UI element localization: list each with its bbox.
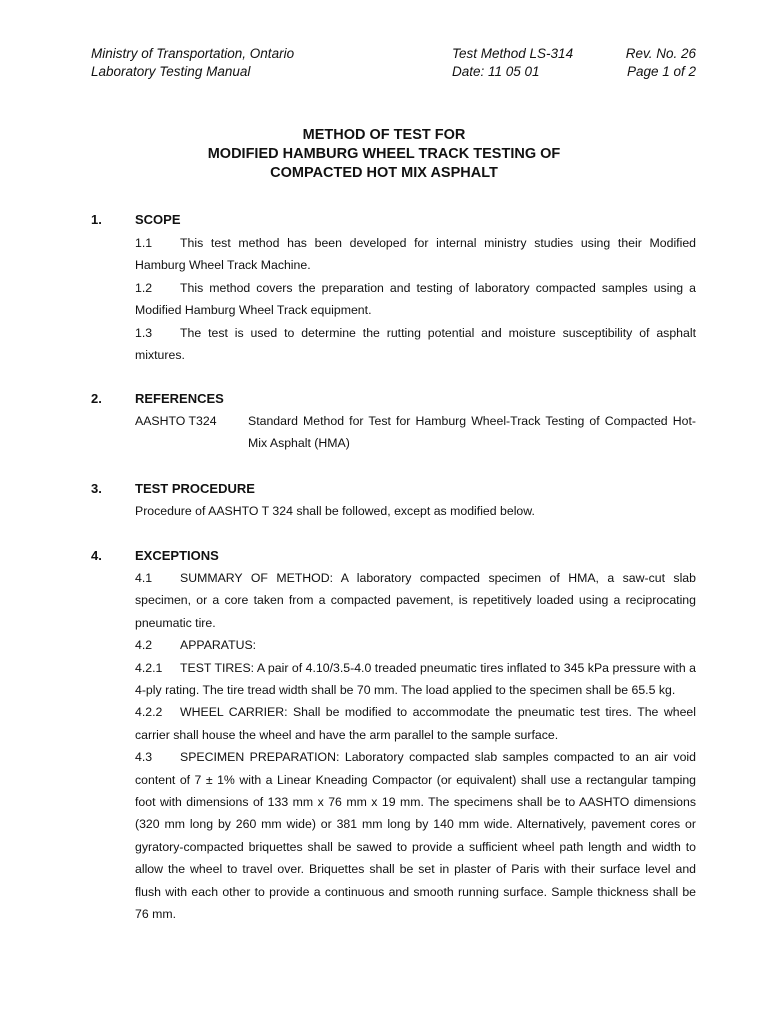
section-4-heading: EXCEPTIONS (135, 548, 219, 563)
paragraph-1-2 (135, 277, 696, 322)
section-3-body (135, 500, 696, 522)
paragraph-1-3 (135, 322, 696, 367)
test-method-number: Test Method LS-314 (452, 46, 574, 61)
paragraph-4-2-2 (135, 701, 696, 746)
section-3-heading: TEST PROCEDURE (135, 481, 255, 496)
title-line-1: METHOD OF TEST FOR (302, 127, 466, 143)
header-middle (452, 45, 573, 81)
section-1-number: 1. (91, 212, 102, 227)
reference-row (135, 410, 696, 455)
paragraph-1-1 (135, 232, 696, 277)
title-line-3: COMPACTED HOT MIX ASPHALT (270, 165, 498, 181)
paragraph-number: 1.1 (135, 236, 153, 250)
paragraph-text: This test method has been developed for internal ministry studies using their Modified Hamburg Wheel Track Machine. (135, 236, 696, 273)
paragraph-text: TEST TIRES: A pair of 4.10/3.5-4.0 treaded pneumatic tires inflated to 345 kPa pressure with a 4-ply rating. The tire tread width shall be 70 mm. The load applied to the specimen shall be 65.5 kg. (135, 660, 696, 698)
paragraph-text: The test is used to determine the rutting potential and moisture susceptibility of asphalt mixtures. (135, 325, 696, 363)
title-line-2: MODIFIED HAMBURG WHEEL TRACK TESTING OF (207, 146, 561, 162)
section-2-heading: REFERENCES (135, 391, 224, 406)
section-3-number: 3. (91, 481, 102, 496)
paragraph-number: 4.3 (135, 750, 153, 765)
paragraph-text: This method covers the preparation and testing of laboratory compacted samples using a Modified Hamburg Wheel Track equipment. (135, 280, 696, 318)
paragraph-text: SUMMARY OF METHOD: A laboratory compacted specimen of HMA, a saw-cut slab specimen, or a core taken from a compacted pavement, is repetitively loaded using a reciprocating pneumatic tire. (135, 571, 696, 630)
reference-title: Standard Method for Test for Hamburg Wheel-Track Testing of Compacted Hot-Mix Asphalt (HMA) (248, 414, 696, 451)
manual-name: Laboratory Testing Manual (91, 64, 251, 79)
document-date: Date: 11 05 01 (452, 64, 540, 79)
paragraph-number: 4.2 (135, 638, 153, 653)
paragraph-text: SPECIMEN PREPARATION: Laboratory compacted slab samples compacted to an air void content of 7 ± 1% with a Linear Kneading Compactor (or equivalent) shall use a rectangular tamping foot with dimensions of 133 mm x 76 mm x 19 mm. The specimens shall be to AASHTO dimensions (320 mm long by 260 mm wide) or 381 mm long by 140 mm wide. Alternatively, pavement cores or gyratory-compacted briquettes shall be sawed to provide a sufficient wheel path length and width to allow the wheel to travel over. Briquettes shall be set in plaster of Paris with their surface level and flush with each other to provide a continuous and smooth running surface. Sample thickness shall be 76 mm. (135, 750, 696, 922)
procedure-text: Procedure of AASHTO T 324 shall be followed, except as modified below. (135, 504, 535, 518)
org-name: Ministry of Transportation, Ontario (91, 46, 295, 61)
paragraph-number: 1.3 (135, 325, 153, 340)
section-2-body (135, 410, 696, 455)
section-1-heading: SCOPE (135, 212, 181, 227)
paragraph-4-3 (135, 746, 696, 925)
header-left (91, 45, 294, 81)
header-right (614, 45, 696, 81)
paragraph-4-1 (135, 567, 696, 634)
paragraph-4-2-1 (135, 657, 696, 702)
section-1-body (135, 232, 696, 366)
reference-code: AASHTO T324 (135, 414, 217, 428)
revision-number: Rev. No. 26 (625, 46, 696, 61)
page-number: Page 1 of 2 (626, 64, 696, 79)
paragraph-number: 4.1 (135, 571, 153, 585)
section-4-body (135, 567, 696, 926)
paragraph-number: 1.2 (135, 280, 153, 295)
paragraph-text: WHEEL CARRIER: Shall be modified to accommodate the pneumatic test tires. The wheel carrier shall house the wheel and have the arm parallel to the sample surface. (135, 705, 696, 742)
paragraph-4-2 (135, 634, 696, 656)
paragraph-number: 4.2.2 (135, 705, 163, 720)
paragraph-number: 4.2.1 (135, 660, 163, 675)
section-2-number: 2. (91, 391, 102, 406)
document-title (0, 126, 768, 183)
section-4-number: 4. (91, 548, 102, 563)
paragraph-text: APPARATUS: (180, 638, 257, 653)
